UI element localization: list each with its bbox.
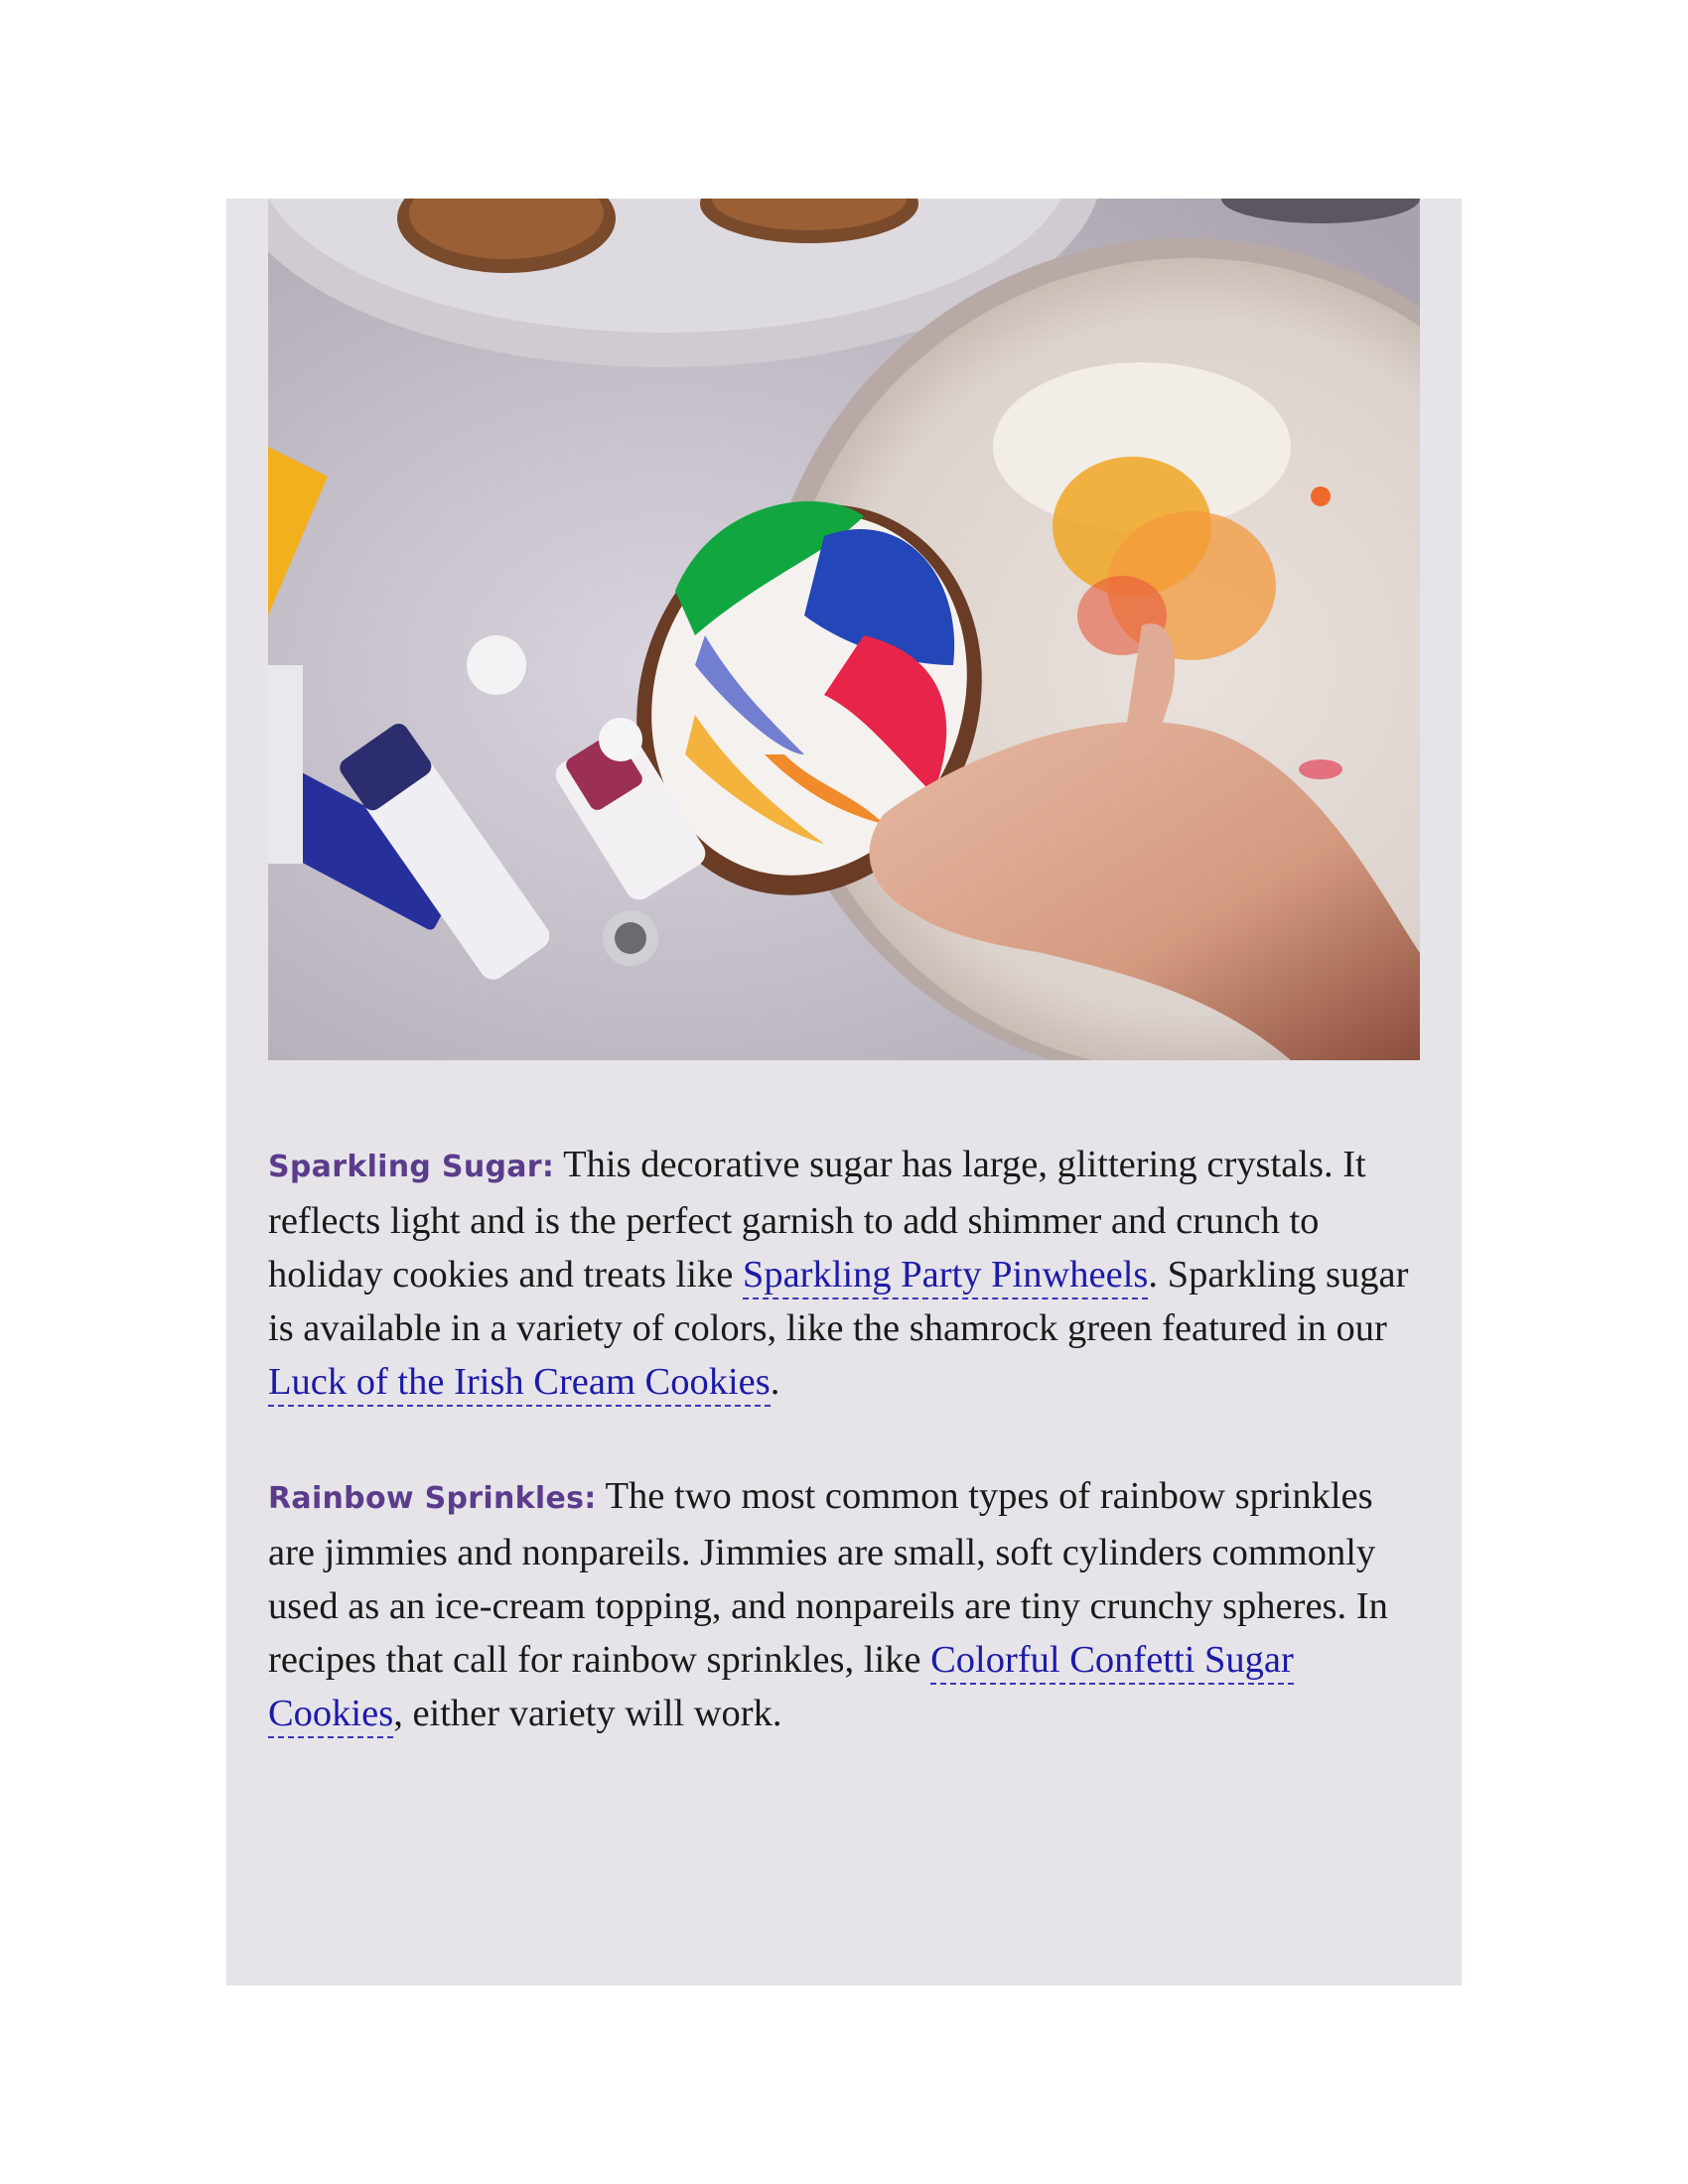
sparkling-sugar-heading: Sparkling Sugar:	[268, 1150, 555, 1184]
sparkling-party-pinwheels-link[interactable]: Sparkling Party Pinwheels	[743, 1254, 1149, 1299]
cookie-decorating-photo	[268, 199, 1420, 1060]
rainbow-sprinkles-heading: Rainbow Sprinkles:	[268, 1481, 597, 1516]
colorful-confetti-link[interactable]: Colorful Confetti Sugar Cookies	[268, 1639, 1294, 1738]
content-panel	[226, 199, 1462, 1985]
sparkling-text-3: .	[770, 1361, 780, 1403]
sparkling-sugar-paragraph	[268, 1138, 1425, 1409]
rainbow-sprinkles-paragraph	[268, 1469, 1425, 1740]
rainbow-text-2: , either variety will work.	[393, 1693, 782, 1734]
luck-of-the-irish-link[interactable]: Luck of the Irish Cream Cookies	[268, 1361, 771, 1407]
rainbow-text-1: The two most common types of rainbow sprinkles are jimmies and nonpareils. Jimmies are small, soft cylinders commonly used as an ice-cream topping, and nonpareils are tiny crunchy spheres. In recipes that call for rainbow sprinkles, like	[268, 1475, 1388, 1681]
sparkling-text-1: This decorative sugar has large, glittering crystals. It reflects light and is the perfect garnish to add shimmer and crunch to holiday cookies and treats like	[268, 1144, 1366, 1296]
sparkling-text-2: . Sparkling sugar is available in a variety of colors, like the shamrock green featured in our	[268, 1254, 1409, 1349]
